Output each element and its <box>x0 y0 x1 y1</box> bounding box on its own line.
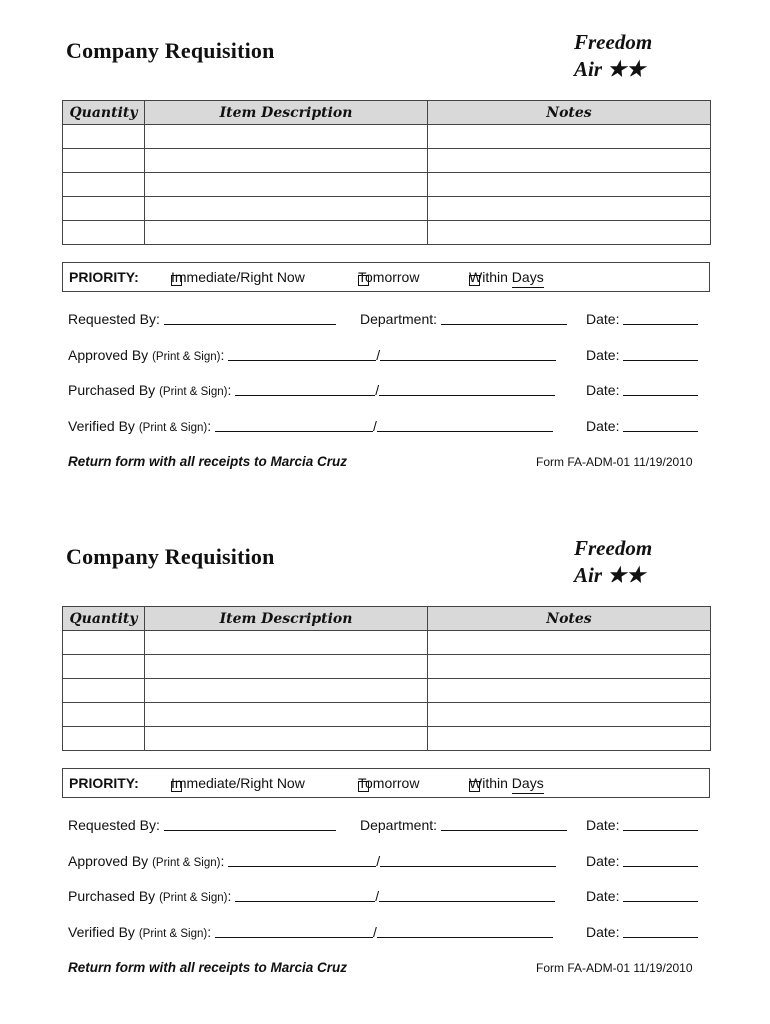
date-row <box>586 853 698 869</box>
approved-by-row: Approved By (Print & Sign): / <box>68 347 556 363</box>
slash: / <box>373 418 377 434</box>
form-id: Form FA-ADM-01 11/19/2010 <box>536 961 693 975</box>
requisition-form-1 <box>0 0 770 507</box>
brand-line-1: Freedom <box>574 30 653 54</box>
date-label: Date: <box>586 888 620 904</box>
priority-option-immediate[interactable] <box>171 269 305 285</box>
purchased-by-label: Purchased By <box>68 382 156 398</box>
table-header-row <box>63 101 711 125</box>
department-row <box>360 311 567 327</box>
quantity-cell[interactable] <box>63 655 145 679</box>
priority-option-immediate[interactable] <box>171 775 305 791</box>
table-row <box>63 655 711 679</box>
return-instruction: Return form with all receipts to Marcia Cruz <box>68 454 348 469</box>
priority-option-tomorrow[interactable] <box>358 775 419 791</box>
checkbox-icon[interactable] <box>469 781 480 792</box>
header-notes: Notes <box>428 101 711 125</box>
description-cell[interactable] <box>145 173 428 197</box>
brand-line-1: Freedom <box>574 536 653 560</box>
print-sign-label: (Print & Sign) <box>138 928 208 940</box>
priority-option-within[interactable] <box>469 269 544 285</box>
date-field[interactable] <box>623 312 698 325</box>
within-days-field[interactable] <box>512 275 544 288</box>
table-row <box>63 221 711 245</box>
requisition-form-2 <box>0 506 770 1013</box>
department-label: Department: <box>360 817 438 833</box>
verified-by-row: Verified By (Print & Sign): / <box>68 418 553 434</box>
slash: / <box>376 347 381 363</box>
header-quantity: Quantity <box>63 607 145 631</box>
slash: / <box>375 888 380 904</box>
date-label: Date: <box>586 311 620 327</box>
purchased-by-print-field[interactable] <box>235 383 375 396</box>
checkbox-icon[interactable] <box>171 275 182 286</box>
verified-by-label: Verified By <box>68 924 135 940</box>
within-days-field[interactable] <box>512 781 544 794</box>
print-sign-label: (Print & Sign) <box>159 386 228 398</box>
approved-by-sign-field[interactable] <box>380 348 556 361</box>
notes-cell[interactable] <box>428 125 711 149</box>
date-row <box>586 311 698 327</box>
header-notes: Notes <box>428 607 711 631</box>
slash: / <box>373 924 377 940</box>
date-field[interactable] <box>623 925 698 938</box>
notes-cell[interactable] <box>428 727 711 751</box>
description-cell[interactable] <box>145 679 428 703</box>
slash: / <box>375 382 380 398</box>
print-sign-label: (Print & Sign) <box>152 857 221 869</box>
requested-by-field[interactable] <box>164 312 336 325</box>
date-label: Date: <box>586 382 620 398</box>
quantity-cell[interactable] <box>63 679 145 703</box>
priority-days-label: Days <box>511 775 544 791</box>
priority-option-label: Tomorrow <box>358 269 420 285</box>
notes-cell[interactable] <box>428 631 711 655</box>
quantity-cell[interactable] <box>63 221 145 245</box>
priority-option-label: Immediate/Right Now <box>171 775 305 791</box>
table-row <box>63 173 711 197</box>
verified-by-sign-field[interactable] <box>377 925 553 938</box>
brand-line-2: Air ★★ <box>574 563 645 587</box>
header-item-description: Item Description <box>145 607 428 631</box>
priority-label: PRIORITY: <box>69 775 139 791</box>
date-row <box>586 888 698 904</box>
checkbox-icon[interactable] <box>358 275 369 286</box>
date-label: Date: <box>586 853 620 869</box>
requested-by-row <box>68 817 336 833</box>
table-row <box>63 197 711 221</box>
description-cell[interactable] <box>145 655 428 679</box>
notes-cell[interactable] <box>428 655 711 679</box>
priority-option-label: Immediate/Right Now <box>171 269 305 285</box>
priority-option-label: Tomorrow <box>358 775 420 791</box>
description-cell[interactable] <box>145 631 428 655</box>
print-sign-label: (Print & Sign) <box>152 351 221 363</box>
table-header-row <box>63 607 711 631</box>
verified-by-print-field[interactable] <box>215 925 373 938</box>
priority-box <box>62 768 710 798</box>
requested-by-label: Requested By: <box>68 311 160 327</box>
date-field[interactable] <box>623 383 698 396</box>
purchased-by-row: Purchased By (Print & Sign): / <box>68 382 555 398</box>
approved-by-row: Approved By (Print & Sign): / <box>68 853 556 869</box>
priority-option-tomorrow[interactable] <box>358 269 419 285</box>
approved-by-print-field[interactable] <box>228 854 376 867</box>
date-field[interactable] <box>623 348 698 361</box>
approved-by-print-field[interactable] <box>228 348 376 361</box>
description-cell[interactable] <box>145 197 428 221</box>
quantity-cell[interactable] <box>63 173 145 197</box>
department-row <box>360 817 567 833</box>
checkbox-icon[interactable] <box>358 781 369 792</box>
quantity-cell[interactable] <box>63 125 145 149</box>
date-field[interactable] <box>623 419 698 432</box>
date-field[interactable] <box>623 854 698 867</box>
verified-by-sign-field[interactable] <box>377 419 553 432</box>
table-row <box>63 679 711 703</box>
priority-within-label: Within <box>469 775 508 791</box>
slash: / <box>376 853 381 869</box>
department-field[interactable] <box>441 312 567 325</box>
department-field[interactable] <box>441 818 567 831</box>
table-row <box>63 727 711 751</box>
date-label: Date: <box>586 347 620 363</box>
items-table <box>62 606 711 751</box>
priority-option-within[interactable] <box>469 775 544 791</box>
quantity-cell[interactable] <box>63 727 145 751</box>
priority-box <box>62 262 710 292</box>
purchased-by-sign-field[interactable] <box>379 383 555 396</box>
return-instruction: Return form with all receipts to Marcia Cruz <box>68 960 348 975</box>
verified-by-label: Verified By <box>68 418 135 434</box>
date-row <box>586 382 698 398</box>
header-item-description: Item Description <box>145 101 428 125</box>
description-cell[interactable] <box>145 727 428 751</box>
requested-by-field[interactable] <box>164 818 336 831</box>
notes-cell[interactable] <box>428 149 711 173</box>
priority-label: PRIORITY: <box>69 269 139 285</box>
table-row <box>63 703 711 727</box>
purchased-by-sign-field[interactable] <box>379 889 555 902</box>
print-sign-label: (Print & Sign) <box>159 892 228 904</box>
date-field[interactable] <box>623 818 698 831</box>
quantity-cell[interactable] <box>63 631 145 655</box>
print-sign-label: (Print & Sign) <box>138 422 208 434</box>
department-label: Department: <box>360 311 438 327</box>
quantity-cell[interactable] <box>63 703 145 727</box>
verified-by-print-field[interactable] <box>215 419 373 432</box>
date-label: Date: <box>586 924 620 940</box>
date-row <box>586 418 698 434</box>
brand-line-2: Air ★★ <box>574 57 645 81</box>
approved-by-label: Approved By <box>68 853 149 869</box>
purchased-by-print-field[interactable] <box>235 889 375 902</box>
company-logo <box>574 535 652 589</box>
description-cell[interactable] <box>145 125 428 149</box>
notes-cell[interactable] <box>428 221 711 245</box>
checkbox-icon[interactable] <box>171 781 182 792</box>
header-quantity: Quantity <box>63 101 145 125</box>
approved-by-sign-field[interactable] <box>380 854 556 867</box>
company-logo <box>574 29 652 83</box>
date-field[interactable] <box>623 889 698 902</box>
form-title: Company Requisition <box>66 544 275 569</box>
date-row <box>586 347 698 363</box>
description-cell[interactable] <box>145 703 428 727</box>
quantity-cell[interactable] <box>63 149 145 173</box>
date-label: Date: <box>586 418 620 434</box>
description-cell[interactable] <box>145 149 428 173</box>
requested-by-row <box>68 311 336 327</box>
priority-days-label: Days <box>511 269 544 285</box>
quantity-cell[interactable] <box>63 197 145 221</box>
items-table <box>62 100 711 245</box>
requested-by-label: Requested By: <box>68 817 160 833</box>
checkbox-icon[interactable] <box>469 275 480 286</box>
date-label: Date: <box>586 817 620 833</box>
approved-by-label: Approved By <box>68 347 149 363</box>
notes-cell[interactable] <box>428 703 711 727</box>
notes-cell[interactable] <box>428 679 711 703</box>
purchased-by-row: Purchased By (Print & Sign): / <box>68 888 555 904</box>
purchased-by-label: Purchased By <box>68 888 156 904</box>
verified-by-row: Verified By (Print & Sign): / <box>68 924 553 940</box>
form-id: Form FA-ADM-01 11/19/2010 <box>536 455 693 469</box>
notes-cell[interactable] <box>428 173 711 197</box>
form-title: Company Requisition <box>66 38 275 63</box>
table-row <box>63 149 711 173</box>
date-row <box>586 924 698 940</box>
date-row <box>586 817 698 833</box>
table-row <box>63 125 711 149</box>
description-cell[interactable] <box>145 221 428 245</box>
notes-cell[interactable] <box>428 197 711 221</box>
table-row <box>63 631 711 655</box>
priority-within-label: Within <box>469 269 508 285</box>
